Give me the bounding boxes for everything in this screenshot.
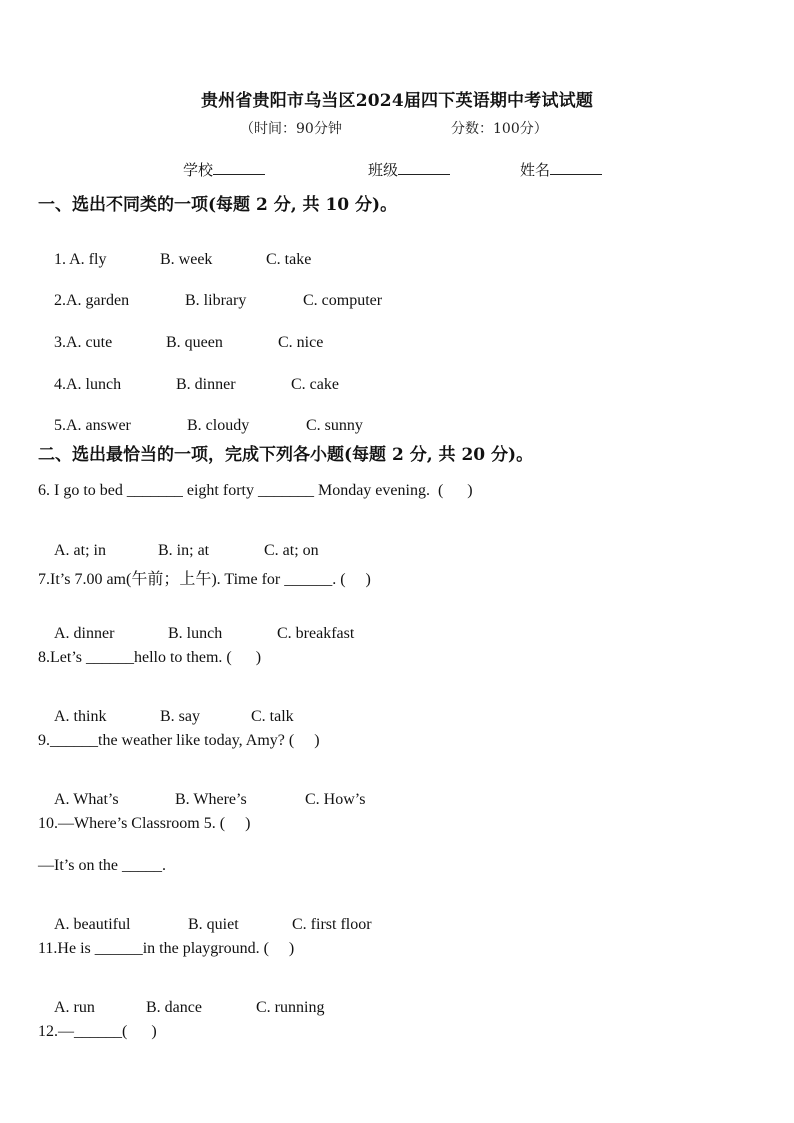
question-3-b: B. queen <box>166 334 223 351</box>
question-8: 8.Let’s ______hello to them. ( ) <box>38 649 262 666</box>
question-5-b: B. cloudy <box>187 417 250 434</box>
q9-option-c: C. How’s <box>305 791 366 808</box>
school-label: 学校 <box>183 161 214 179</box>
question-3-a: 3.A. cute <box>54 334 113 351</box>
question-4-a: 4.A. lunch <box>54 376 122 393</box>
page-title: 贵州省贵阳市乌当区2024届四下英语期中考试试题 <box>200 91 594 111</box>
q9-option-b: B. Where’s <box>175 791 247 808</box>
name-field <box>520 159 602 180</box>
q7-option-b: B. lunch <box>168 625 223 642</box>
question-3-c: C. nice <box>278 334 324 351</box>
question-1-c: C. take <box>266 251 312 268</box>
question-2-c: C. computer <box>303 292 383 309</box>
q10-option-b: B. quiet <box>188 916 239 933</box>
q10-option-c: C. first floor <box>292 916 372 933</box>
question-6: 6. I go to bed _______ eight forty _______ Monday evening. ( ) <box>38 482 473 499</box>
class-field <box>368 159 450 180</box>
question-9: 9.______the weather like today, Amy? ( ) <box>38 732 320 749</box>
q9-option-a: A. What’s <box>54 791 119 808</box>
q8-option-a: A. think <box>54 708 107 725</box>
question-1-b: B. week <box>160 251 213 268</box>
q8-option-c: C. talk <box>251 708 294 725</box>
exam-score: 分数：100分） <box>451 121 548 137</box>
question-12: 12.—______( ) <box>38 1023 157 1040</box>
q7-option-a: A. dinner <box>54 625 115 642</box>
q11-option-a: A. run <box>54 999 95 1016</box>
class-blank <box>398 159 450 175</box>
question-5-a: 5.A. answer <box>54 417 131 434</box>
q11-option-c: C. running <box>256 999 325 1016</box>
question-10: 10.—Where’s Classroom 5. ( ) <box>38 815 251 832</box>
name-label: 姓名 <box>520 161 551 179</box>
question-4-c: C. cake <box>291 376 339 393</box>
section1-heading: 一、选出不同类的一项(每题 2 分, 共 10 分)。 <box>38 195 398 215</box>
exam-time: （时间：90分钟 <box>240 121 342 137</box>
question-4-b: B. dinner <box>176 376 236 393</box>
question-11: 11.He is ______in the playground. ( ) <box>38 940 295 957</box>
q6-option-b: B. in; at <box>158 542 210 559</box>
q6-option-c: C. at; on <box>264 542 319 559</box>
question-2-a: 2.A. garden <box>54 292 130 309</box>
q8-option-b: B. say <box>160 708 200 725</box>
class-label: 班级 <box>368 161 399 179</box>
question-2-b: B. library <box>185 292 247 309</box>
question-10-response: —It’s on the _____. <box>38 857 166 874</box>
question-1-a: 1. A. fly <box>54 251 107 268</box>
name-blank <box>550 159 602 175</box>
question-5-c: C. sunny <box>306 417 363 434</box>
q7-option-c: C. breakfast <box>277 625 355 642</box>
q6-option-a: A. at; in <box>54 542 106 559</box>
question-7: 7.It’s 7.00 am(午前；上午). Time for ______. ( ) <box>38 571 371 588</box>
q11-option-b: B. dance <box>146 999 202 1016</box>
school-field <box>183 159 265 180</box>
school-blank <box>213 159 265 175</box>
q10-option-a: A. beautiful <box>54 916 131 933</box>
section2-heading: 二、选出最恰当的一项，完成下列各小题(每题 2 分, 共 20 分)。 <box>38 445 534 465</box>
